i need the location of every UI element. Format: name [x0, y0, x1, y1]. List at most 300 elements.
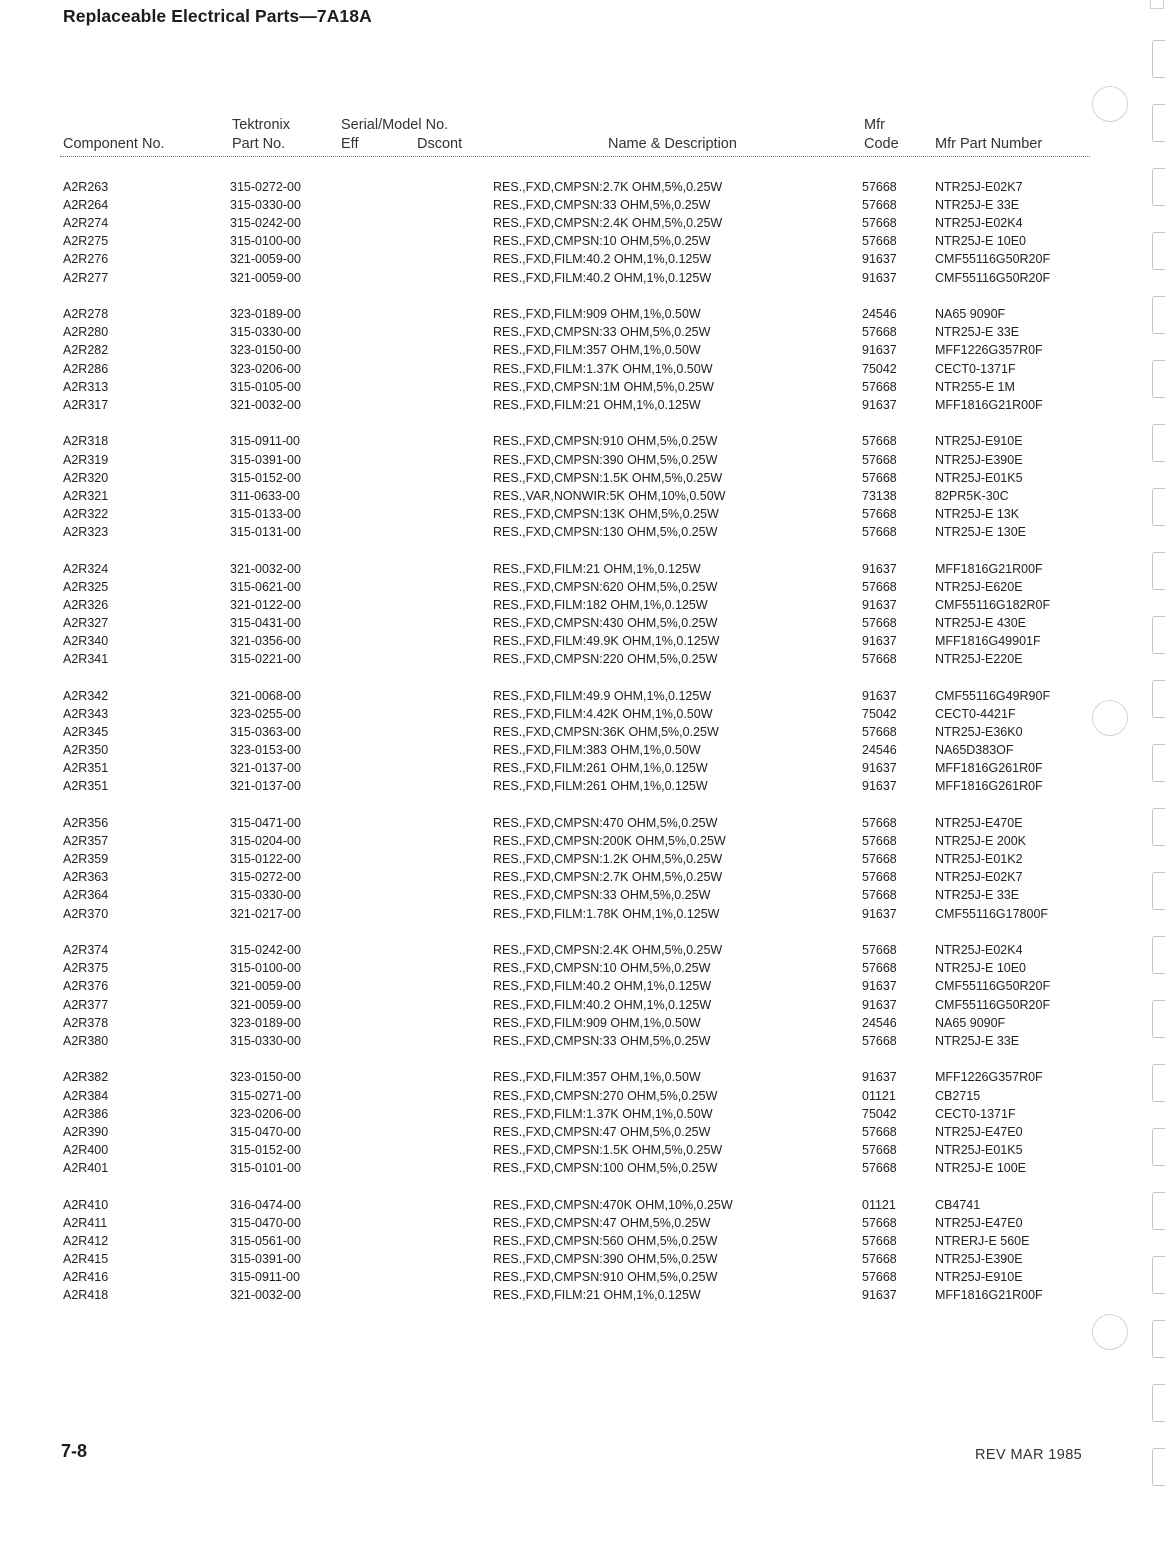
binder-tab [1152, 1128, 1165, 1166]
table-row [0, 868, 1176, 886]
header-serial-model: Serial/Model No. [341, 117, 449, 133]
part-no-cell: 323-0189-00 [230, 1015, 301, 1030]
mfr-code-cell: 24546 [862, 307, 897, 322]
mfr-part-number-cell: NTR25J-E 100E [935, 1160, 1027, 1175]
mfr-code-cell: 57668 [862, 452, 897, 467]
mfr-code-cell: 91637 [862, 252, 897, 267]
mfr-part-number-cell: CMF55116G49R90F [935, 688, 1051, 703]
component-no-cell: A2R322 [63, 506, 109, 521]
table-row [0, 905, 1176, 923]
mfr-part-number-cell: NTR25J-E47E0 [935, 1124, 1023, 1139]
mfr-part-number-cell: MFF1816G49901F [935, 634, 1041, 648]
part-no-cell: 315-0471-00 [230, 816, 301, 830]
table-row [0, 432, 1176, 450]
binder-tab [1152, 1064, 1165, 1102]
binder-tab [1152, 360, 1165, 398]
description-cell: RES.,FXD,FILM:21 OHM,1%,0.125W [493, 561, 701, 576]
part-no-cell: 315-0391-00 [230, 1251, 301, 1266]
page-title: Replaceable Electrical Parts—7A18A [63, 6, 372, 26]
part-no-cell: 315-0133-00 [230, 506, 301, 521]
description-cell: RES.,FXD,CMPSN:47 OHM,5%,0.25W [493, 1215, 711, 1230]
description-cell: RES.,FXD,FILM:357 OHM,1%,0.50W [493, 343, 701, 358]
mfr-part-number-cell: MFF1816G21R00F [935, 397, 1043, 412]
mfr-code-cell: 57668 [862, 1124, 897, 1139]
part-no-cell: 315-0152-00 [230, 470, 301, 485]
table-row [0, 632, 1176, 650]
mfr-part-number-cell: NTR25J-E390E [935, 1251, 1023, 1266]
mfr-part-number-cell: CECT0-1371F [935, 361, 1016, 376]
component-no-cell: A2R263 [63, 180, 109, 194]
table-row [0, 959, 1176, 977]
component-no-cell: A2R345 [63, 725, 109, 739]
description-cell: RES.,FXD,FILM:909 OHM,1%,0.50W [493, 1015, 701, 1030]
mfr-part-number-cell: CMF55116G50R20F [935, 270, 1051, 285]
header-tektronix: Tektronix [232, 117, 291, 133]
component-no-cell: A2R326 [63, 597, 109, 612]
mfr-part-number-cell: NTR25J-E910E [935, 434, 1023, 449]
part-no-cell: 315-0621-00 [230, 579, 301, 594]
mfr-part-number-cell: MFF1226G357R0F [935, 343, 1043, 358]
component-no-cell: A2R356 [63, 816, 109, 830]
table-row [0, 269, 1176, 287]
table-row [0, 578, 1176, 596]
table-row [0, 323, 1176, 341]
binder-tab [1152, 872, 1165, 910]
table-row [0, 1123, 1176, 1141]
mfr-code-cell: 91637 [862, 634, 897, 648]
mfr-part-number-cell: NTR25J-E 33E [935, 325, 1020, 340]
mfr-code-cell: 57668 [862, 834, 897, 849]
table-row [0, 1232, 1176, 1250]
mfr-part-number-cell: MFF1816G261R0F [935, 779, 1043, 794]
mfr-code-cell: 91637 [862, 270, 897, 285]
part-no-cell: 315-0101-00 [230, 1160, 301, 1175]
table-row [0, 1087, 1176, 1105]
mfr-code-cell: 24546 [862, 1015, 897, 1030]
part-no-cell: 315-0431-00 [230, 615, 301, 630]
table-row [0, 178, 1176, 196]
component-no-cell: A2R374 [63, 943, 109, 958]
page-corner-mark [1150, 0, 1164, 9]
mfr-part-number-cell: NTR25J-E 200K [935, 834, 1027, 849]
component-no-cell: A2R400 [63, 1142, 109, 1157]
binder-tab [1152, 1384, 1165, 1422]
mfr-code-cell: 91637 [862, 1288, 897, 1303]
mfr-part-number-cell: NTR25J-E02K7 [935, 180, 1023, 194]
mfr-part-number-cell: NTR25J-E220E [935, 652, 1023, 667]
table-row [0, 886, 1176, 904]
component-no-cell: A2R277 [63, 270, 109, 285]
mfr-code-cell: 91637 [862, 1070, 897, 1085]
table-row [0, 560, 1176, 578]
table-row [0, 305, 1176, 323]
component-no-cell: A2R401 [63, 1160, 109, 1175]
component-no-cell: A2R280 [63, 325, 109, 340]
part-no-cell: 315-0204-00 [230, 834, 301, 849]
table-row [0, 614, 1176, 632]
part-no-cell: 321-0068-00 [230, 688, 301, 703]
description-cell: RES.,FXD,FILM:261 OHM,1%,0.125W [493, 779, 708, 794]
table-row [0, 396, 1176, 414]
table-row [0, 1032, 1176, 1050]
component-no-cell: A2R278 [63, 307, 109, 322]
mfr-part-number-cell: NTR25J-E 10E0 [935, 961, 1027, 976]
table-row [0, 996, 1176, 1014]
mfr-part-number-cell: NTR25J-E 430E [935, 615, 1027, 630]
description-cell: RES.,FXD,CMPSN:47 OHM,5%,0.25W [493, 1124, 711, 1139]
component-no-cell: A2R317 [63, 397, 109, 412]
binder-tab [1152, 1000, 1165, 1038]
description-cell: RES.,FXD,FILM:1.78K OHM,1%,0.125W [493, 906, 720, 921]
table-row [0, 469, 1176, 487]
component-no-cell: A2R319 [63, 452, 109, 467]
mfr-code-cell: 57668 [862, 198, 897, 213]
component-no-cell: A2R282 [63, 343, 109, 358]
mfr-part-number-cell: NTR25J-E 13K [935, 506, 1020, 521]
mfr-code-cell: 91637 [862, 779, 897, 794]
table-row [0, 196, 1176, 214]
component-no-cell: A2R286 [63, 361, 109, 376]
mfr-code-cell: 57668 [862, 470, 897, 485]
mfr-code-cell: 57668 [862, 180, 897, 194]
description-cell: RES.,FXD,CMPSN:430 OHM,5%,0.25W [493, 615, 718, 630]
part-no-cell: 321-0059-00 [230, 979, 301, 994]
component-no-cell: A2R351 [63, 761, 109, 776]
header-component: Component No. [63, 136, 165, 152]
description-cell: RES.,VAR,NONWIR:5K OHM,10%,0.50W [493, 488, 726, 503]
mfr-code-cell: 57668 [862, 1215, 897, 1230]
table-row [0, 1068, 1176, 1086]
component-no-cell: A2R274 [63, 216, 109, 231]
part-no-cell: 315-0561-00 [230, 1233, 301, 1248]
description-cell: RES.,FXD,CMPSN:1.5K OHM,5%,0.25W [493, 1142, 723, 1157]
component-no-cell: A2R318 [63, 434, 109, 449]
part-no-cell: 323-0255-00 [230, 706, 301, 721]
description-cell: RES.,FXD,FILM:1.37K OHM,1%,0.50W [493, 361, 713, 376]
binder-tab [1152, 936, 1165, 974]
header-code: Code [864, 136, 899, 152]
component-no-cell: A2R416 [63, 1270, 109, 1284]
mfr-part-number-cell: CMF55116G50R20F [935, 252, 1051, 267]
description-cell: RES.,FXD,FILM:357 OHM,1%,0.50W [493, 1070, 701, 1085]
description-cell: RES.,FXD,FILM:21 OHM,1%,0.125W [493, 397, 701, 412]
mfr-code-cell: 91637 [862, 979, 897, 994]
description-cell: RES.,FXD,CMPSN:1.5K OHM,5%,0.25W [493, 470, 723, 485]
description-cell: RES.,FXD,FILM:1.37K OHM,1%,0.50W [493, 1106, 713, 1121]
mfr-code-cell: 57668 [862, 325, 897, 340]
mfr-code-cell: 57668 [862, 524, 897, 539]
table-row [0, 1141, 1176, 1159]
mfr-code-cell: 57668 [862, 725, 897, 739]
part-no-cell: 321-0032-00 [230, 397, 301, 412]
mfr-part-number-cell: MFF1816G21R00F [935, 561, 1043, 576]
mfr-part-number-cell: NTR25J-E36K0 [935, 725, 1023, 739]
binder-tab [1152, 296, 1165, 334]
mfr-code-cell: 57668 [862, 379, 897, 394]
description-cell: RES.,FXD,CMPSN:560 OHM,5%,0.25W [493, 1233, 718, 1248]
component-no-cell: A2R418 [63, 1288, 109, 1303]
revision-date: REV MAR 1985 [975, 1447, 1083, 1463]
description-cell: RES.,FXD,FILM:383 OHM,1%,0.50W [493, 743, 701, 758]
mfr-code-cell: 57668 [862, 579, 897, 594]
mfr-code-cell: 57668 [862, 1251, 897, 1266]
component-no-cell: A2R415 [63, 1251, 109, 1266]
mfr-code-cell: 57668 [862, 816, 897, 830]
part-no-cell: 323-0150-00 [230, 1070, 301, 1085]
component-no-cell: A2R384 [63, 1088, 109, 1103]
table-row [0, 850, 1176, 868]
table-row [0, 596, 1176, 614]
description-cell: RES.,FXD,CMPSN:390 OHM,5%,0.25W [493, 452, 718, 467]
description-cell: RES.,FXD,CMPSN:2.7K OHM,5%,0.25W [493, 870, 723, 885]
component-no-cell: A2R375 [63, 961, 109, 976]
part-no-cell: 315-0221-00 [230, 652, 301, 667]
part-no-cell: 323-0153-00 [230, 743, 301, 758]
table-row [0, 759, 1176, 777]
table-row [0, 214, 1176, 232]
mfr-part-number-cell: NTR255-E 1M [935, 379, 1015, 394]
part-no-cell: 315-0100-00 [230, 961, 301, 976]
mfr-code-cell: 57668 [862, 506, 897, 521]
component-no-cell: A2R350 [63, 743, 109, 758]
part-no-cell: 323-0206-00 [230, 361, 301, 376]
table-row [0, 650, 1176, 668]
mfr-part-number-cell: CMF55116G182R0F [935, 597, 1051, 612]
part-no-cell: 315-0330-00 [230, 1033, 301, 1048]
mfr-code-cell: 57668 [862, 216, 897, 231]
binder-tab [1152, 232, 1165, 270]
component-no-cell: A2R410 [63, 1197, 109, 1212]
mfr-part-number-cell: NTR25J-E910E [935, 1270, 1023, 1284]
mfr-code-cell: 24546 [862, 743, 897, 758]
part-no-cell: 315-0242-00 [230, 216, 301, 231]
mfr-part-number-cell: MFF1816G21R00F [935, 1288, 1043, 1303]
mfr-part-number-cell: MFF1816G261R0F [935, 761, 1043, 776]
mfr-part-number-cell: NTR25J-E 33E [935, 888, 1020, 903]
part-no-cell: 315-0105-00 [230, 379, 301, 394]
description-cell: RES.,FXD,CMPSN:390 OHM,5%,0.25W [493, 1251, 718, 1266]
mfr-code-cell: 91637 [862, 906, 897, 921]
mfr-part-number-cell: NA65D383OF [935, 743, 1014, 758]
table-row [0, 741, 1176, 759]
part-no-cell: 321-0059-00 [230, 270, 301, 285]
component-no-cell: A2R327 [63, 615, 109, 630]
description-cell: RES.,FXD,CMPSN:10 OHM,5%,0.25W [493, 234, 711, 249]
mfr-part-number-cell: NTR25J-E 33E [935, 198, 1020, 213]
table-row [0, 814, 1176, 832]
mfr-code-cell: 73138 [862, 488, 897, 503]
mfr-part-number-cell: NTRERJ-E 560E [935, 1233, 1030, 1248]
component-no-cell: A2R359 [63, 852, 109, 867]
binder-tab [1152, 424, 1165, 462]
mfr-part-number-cell: NTR25J-E470E [935, 816, 1023, 830]
part-no-cell: 315-0330-00 [230, 198, 301, 213]
mfr-code-cell: 57668 [862, 888, 897, 903]
binder-tab [1152, 680, 1165, 718]
table-row [0, 1196, 1176, 1214]
description-cell: RES.,FXD,CMPSN:1M OHM,5%,0.25W [493, 379, 714, 394]
mfr-code-cell: 57668 [862, 615, 897, 630]
page-number: 7-8 [61, 1441, 88, 1461]
mfr-part-number-cell: CMF55116G50R20F [935, 979, 1051, 994]
mfr-part-number-cell: CB2715 [935, 1088, 981, 1103]
mfr-code-cell: 91637 [862, 561, 897, 576]
mfr-part-number-cell: NTR25J-E02K7 [935, 870, 1023, 885]
description-cell: RES.,FXD,CMPSN:910 OHM,5%,0.25W [493, 434, 718, 449]
part-no-cell: 315-0122-00 [230, 852, 301, 867]
punch-hole [1092, 700, 1128, 736]
header-mfr: Mfr [864, 117, 885, 133]
mfr-code-cell: 57668 [862, 961, 897, 976]
mfr-part-number-cell: CMF55116G50R20F [935, 997, 1051, 1012]
mfr-part-number-cell: NTR25J-E 10E0 [935, 234, 1027, 249]
mfr-part-number-cell: CECT0-1371F [935, 1106, 1016, 1121]
component-no-cell: A2R275 [63, 234, 109, 249]
part-no-cell: 315-0131-00 [230, 524, 301, 539]
header-divider [60, 156, 1090, 157]
header-mfr-part-number: Mfr Part Number [935, 136, 1043, 152]
part-no-cell: 315-0391-00 [230, 452, 301, 467]
table-row [0, 832, 1176, 850]
description-cell: RES.,FXD,FILM:40.2 OHM,1%,0.125W [493, 997, 712, 1012]
component-no-cell: A2R264 [63, 198, 109, 213]
component-no-cell: A2R276 [63, 252, 109, 267]
part-no-cell: 315-0911-00 [230, 434, 300, 449]
description-cell: RES.,FXD,CMPSN:470K OHM,10%,0.25W [493, 1197, 733, 1212]
table-row [0, 723, 1176, 741]
component-no-cell: A2R324 [63, 561, 109, 576]
binder-tab [1152, 552, 1165, 590]
table-row [0, 250, 1176, 268]
table-row [0, 687, 1176, 705]
component-no-cell: A2R357 [63, 834, 109, 849]
description-cell: RES.,FXD,CMPSN:33 OHM,5%,0.25W [493, 888, 711, 903]
component-no-cell: A2R376 [63, 979, 109, 994]
mfr-part-number-cell: NTR25J-E 130E [935, 524, 1027, 539]
mfr-code-cell: 75042 [862, 706, 897, 721]
mfr-code-cell: 57668 [862, 1233, 897, 1248]
component-no-cell: A2R313 [63, 379, 109, 394]
binder-tab [1152, 1448, 1165, 1486]
mfr-code-cell: 57668 [862, 1270, 897, 1284]
part-no-cell: 321-0032-00 [230, 1288, 301, 1303]
description-cell: RES.,FXD,CMPSN:200K OHM,5%,0.25W [493, 834, 726, 849]
description-cell: RES.,FXD,CMPSN:620 OHM,5%,0.25W [493, 579, 718, 594]
component-no-cell: A2R378 [63, 1015, 109, 1030]
binder-tab [1152, 1192, 1165, 1230]
part-no-cell: 315-0272-00 [230, 180, 301, 194]
description-cell: RES.,FXD,CMPSN:36K OHM,5%,0.25W [493, 725, 719, 739]
table-row [0, 1105, 1176, 1123]
description-cell: RES.,FXD,FILM:21 OHM,1%,0.125W [493, 1288, 701, 1303]
description-cell: RES.,FXD,CMPSN:910 OHM,5%,0.25W [493, 1270, 718, 1284]
table-row [0, 232, 1176, 250]
description-cell: RES.,FXD,FILM:49.9 OHM,1%,0.125W [493, 688, 712, 703]
description-cell: RES.,FXD,CMPSN:470 OHM,5%,0.25W [493, 816, 718, 830]
mfr-code-cell: 91637 [862, 688, 897, 703]
punch-hole [1092, 1314, 1128, 1350]
mfr-code-cell: 57668 [862, 943, 897, 958]
table-row [0, 487, 1176, 505]
description-cell: RES.,FXD,CMPSN:2.4K OHM,5%,0.25W [493, 943, 723, 958]
part-no-cell: 321-0122-00 [230, 597, 301, 612]
mfr-part-number-cell: CECT0-4421F [935, 706, 1016, 721]
binder-tab [1152, 1320, 1165, 1358]
mfr-part-number-cell: NA65 9090F [935, 1015, 1006, 1030]
mfr-code-cell: 57668 [862, 852, 897, 867]
part-no-cell: 315-0242-00 [230, 943, 301, 958]
mfr-part-number-cell: NTR25J-E01K2 [935, 852, 1023, 867]
description-cell: RES.,FXD,CMPSN:2.4K OHM,5%,0.25W [493, 216, 723, 231]
mfr-code-cell: 57668 [862, 870, 897, 885]
table-row [0, 977, 1176, 995]
part-no-cell: 311-0633-00 [230, 488, 300, 503]
part-no-cell: 316-0474-00 [230, 1197, 301, 1212]
mfr-code-cell: 91637 [862, 397, 897, 412]
mfr-code-cell: 57668 [862, 1160, 897, 1175]
part-no-cell: 323-0189-00 [230, 307, 301, 322]
part-no-cell: 315-0911-00 [230, 1270, 300, 1284]
part-no-cell: 321-0032-00 [230, 561, 301, 576]
mfr-part-number-cell: NTR25J-E01K5 [935, 470, 1023, 485]
part-no-cell: 321-0059-00 [230, 997, 301, 1012]
table-row [0, 941, 1176, 959]
description-cell: RES.,FXD,FILM:40.2 OHM,1%,0.125W [493, 270, 712, 285]
mfr-part-number-cell: NTR25J-E620E [935, 579, 1023, 594]
binder-tab [1152, 488, 1165, 526]
table-row [0, 777, 1176, 795]
binder-tab [1152, 1256, 1165, 1294]
binder-tab [1152, 40, 1165, 78]
component-no-cell: A2R343 [63, 706, 109, 721]
component-no-cell: A2R411 [63, 1215, 108, 1230]
part-no-cell: 315-0363-00 [230, 725, 301, 739]
part-no-cell: 315-0470-00 [230, 1215, 301, 1230]
binder-tab [1152, 744, 1165, 782]
mfr-code-cell: 57668 [862, 234, 897, 249]
description-cell: RES.,FXD,FILM:4.42K OHM,1%,0.50W [493, 706, 713, 721]
description-cell: RES.,FXD,CMPSN:1.2K OHM,5%,0.25W [493, 852, 723, 867]
table-row [0, 1159, 1176, 1177]
header-name-description: Name & Description [608, 136, 737, 152]
mfr-part-number-cell: NTR25J-E02K4 [935, 943, 1023, 958]
description-cell: RES.,FXD,CMPSN:270 OHM,5%,0.25W [493, 1088, 718, 1103]
description-cell: RES.,FXD,CMPSN:33 OHM,5%,0.25W [493, 198, 711, 213]
component-no-cell: A2R342 [63, 688, 109, 703]
mfr-part-number-cell: 82PR5K-30C [935, 488, 1009, 503]
header-part-no: Part No. [232, 136, 286, 152]
part-no-cell: 315-0100-00 [230, 234, 301, 249]
description-cell: RES.,FXD,CMPSN:13K OHM,5%,0.25W [493, 506, 719, 521]
mfr-code-cell: 91637 [862, 997, 897, 1012]
mfr-code-cell: 91637 [862, 343, 897, 358]
mfr-part-number-cell: NA65 9090F [935, 307, 1006, 322]
description-cell: RES.,FXD,FILM:182 OHM,1%,0.125W [493, 597, 708, 612]
part-no-cell: 323-0150-00 [230, 343, 301, 358]
mfr-code-cell: 01121 [862, 1088, 896, 1103]
mfr-part-number-cell: NTR25J-E 33E [935, 1033, 1020, 1048]
table-row [0, 1214, 1176, 1232]
mfr-code-cell: 57668 [862, 652, 897, 667]
component-no-cell: A2R377 [63, 997, 109, 1012]
mfr-code-cell: 75042 [862, 361, 897, 376]
table-row [0, 378, 1176, 396]
description-cell: RES.,FXD,FILM:909 OHM,1%,0.50W [493, 307, 701, 322]
component-no-cell: A2R370 [63, 906, 109, 921]
binder-tab [1152, 616, 1165, 654]
component-no-cell: A2R340 [63, 634, 109, 648]
mfr-part-number-cell: NTR25J-E01K5 [935, 1142, 1023, 1157]
